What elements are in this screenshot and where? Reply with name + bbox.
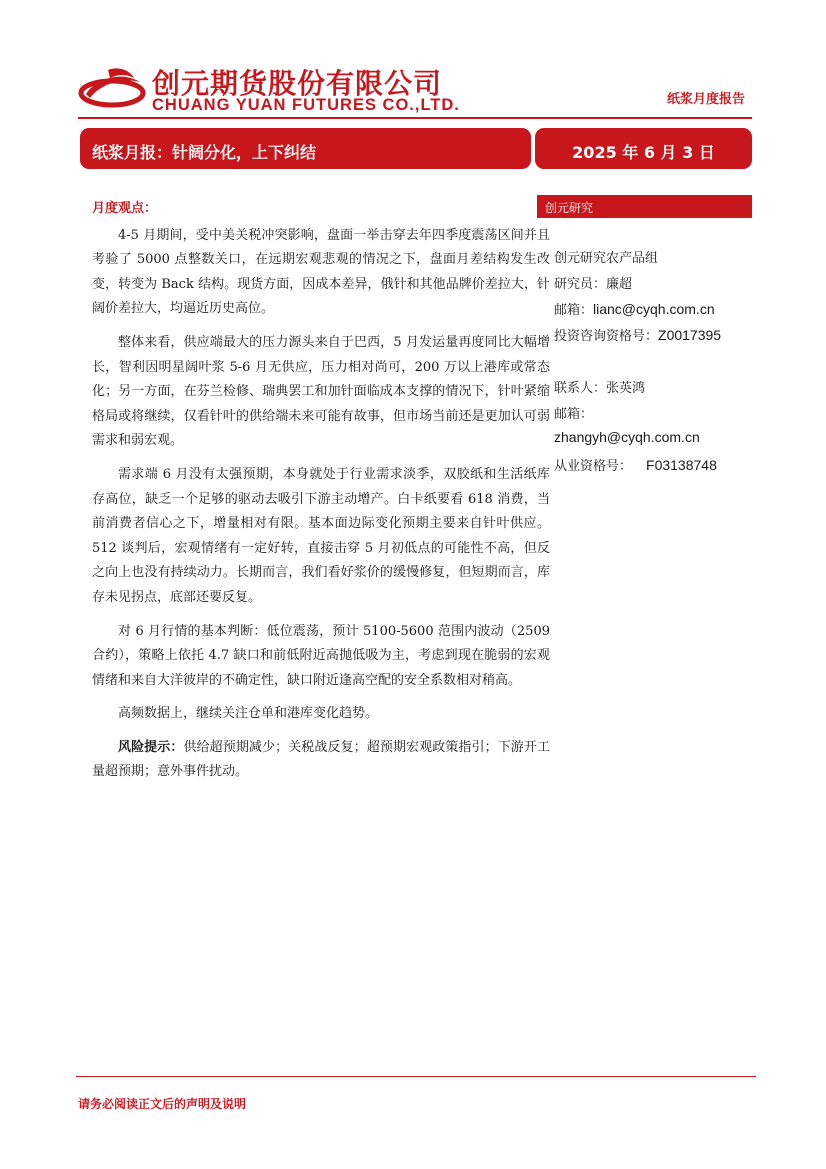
researcher-line [554, 273, 632, 292]
sidebar-header: 创元研究 [545, 201, 594, 215]
qualification-line [554, 455, 717, 474]
contact-label: 联系人： [554, 381, 607, 396]
main-content [92, 197, 550, 785]
contact-email-link[interactable]: zhangyh@cyqh.com.cn [554, 429, 700, 445]
contact-email-line [554, 429, 700, 446]
license-label: 投资咨询资格号： [554, 329, 659, 344]
report-type: 纸浆月度报告 [667, 92, 746, 107]
risk-label: 风险提示： [118, 739, 184, 755]
contact-line [554, 377, 645, 396]
company-logo [78, 64, 150, 112]
risk-paragraph [92, 736, 550, 785]
risk-text: 供给超预期减少；关税战反复；超预期宏观政策指引；下游开工量超预期；意外事件扰动。 [92, 739, 550, 780]
report-date: 2025 年 6 月 3 日 [572, 143, 715, 162]
company-name-en: CHUANG YUAN FUTURES CO.,LTD. [152, 96, 460, 114]
email-link[interactable]: lianc@cyqh.com.cn [593, 301, 715, 317]
paragraph: 高频数据上，继续关注仓单和港库变化趋势。 [118, 706, 379, 722]
license-line [554, 325, 721, 344]
qualification-label: 从业资格号： [554, 459, 633, 474]
paragraph: 整体来看，供应端最大的压力源头来自于巴西，5 月发运量再度同比大幅增长，智利因明星阔叶浆 5-6 月无供应，压力相对尚可，200 万以上港库或常态化；另一方面，在芬兰检修、瑞典罢工和加针面临成本支撑的情况下，针叶紧缩格局或将继续，仅看针叶的供给端未来可能有故事，但市场当前还是更加认可弱需求和弱宏观。 [92, 334, 550, 449]
license-number: Z0017395 [658, 327, 722, 343]
email-label: 邮箱： [554, 303, 594, 318]
paragraph: 4-5 月期间，受中美关税冲突影响，盘面一举击穿去年四季度震荡区间并且考验了 5000 点整数关口，在远期宏观悲观的情况之下，盘面月差结构发生改变，转变为 Back 结构。现货方面，因成本差异，俄针和其他品牌价差拉大，针阔价差拉大，均逼近历史高位。 [92, 227, 550, 317]
report-title: 纸浆月报：针阔分化，上下纠结 [92, 143, 317, 162]
company-name-cn: 创元期货股份有限公司 [152, 67, 443, 100]
section-heading: 月度观点： [92, 201, 158, 216]
contact-name: 张英鸿 [606, 381, 646, 396]
footer-disclaimer: 请务必阅读正文后的声明及说明 [78, 1097, 247, 1111]
paragraph: 需求端 6 月没有太强预期，本身就处于行业需求淡季，双胶纸和生活纸库存高位，缺乏一个足够的驱动去吸引下游主动增产。白卡纸要看 618 消费，当前消费者信心之下，增量相对有限。基本面边际变化预期主要来自针叶供应。512 谈判后，宏观情绪有一定好转，直接击穿 5 月初低点的可能性不高，但反之向上也没有持续动力。长期而言，我们看好浆价的缓慢修复，但短期而言，库存未见拐点，底部还要反复。 [92, 466, 550, 605]
paragraph: 对 6 月行情的基本判断：低位震荡，预计 5100-5600 范围内波动（2509 合约），策略上依托 4.7 缺口和前低附近高抛低吸为主，考虑到现在脆弱的宏观情绪和来自大洋彼岸的不确定性，缺口附近逢高空配的安全系数相对稍高。 [92, 623, 550, 688]
research-group: 创元研究农产品组 [554, 251, 659, 266]
researcher-label: 研究员： [554, 277, 607, 292]
contact-email-label: 邮箱： [554, 407, 594, 422]
footer-divider [76, 1076, 756, 1077]
email-line [554, 299, 715, 318]
qualification-number: F03138748 [646, 457, 717, 473]
researcher-name: 廉超 [606, 277, 633, 292]
header-divider [78, 117, 752, 119]
